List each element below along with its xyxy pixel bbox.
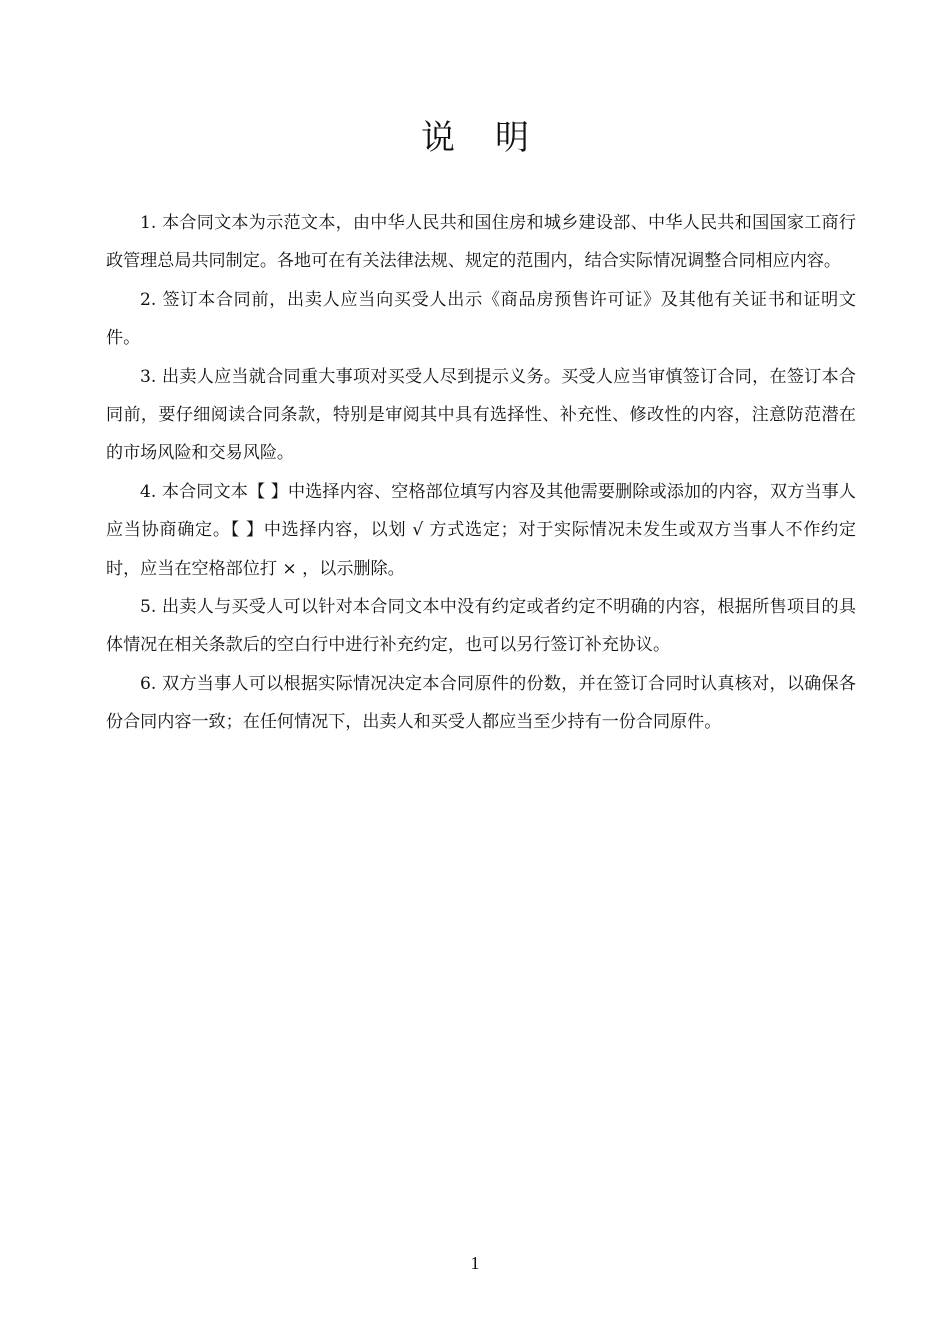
instruction-paragraph-4: 4. 本合同文本【 】中选择内容、空格部位填写内容及其他需要删除或添加的内容，双方当事人应当协商确定。【 】中选择内容，以划 √ 方式选定；对于实际情况未发生或双方当事人不作约定时，应当在空格部位打 × ，以示删除。 [106, 481, 856, 579]
instructions-body [106, 204, 856, 742]
page-number: 1 [470, 1253, 480, 1273]
instruction-paragraph-1: 1. 本合同文本为示范文本，由中华人民共和国住房和城乡建设部、中华人民共和国国家工商行政管理总局共同制定。各地可在有关法律法规、规定的范围内，结合实际情况调整合同相应内容。 [106, 213, 856, 272]
instruction-paragraph-3: 3. 出卖人应当就合同重大事项对买受人尽到提示义务。买受人应当审慎签订合同，在签订本合同前，要仔细阅读合同条款，特别是审阅其中具有选择性、补充性、修改性的内容，注意防范潜在的市场风险和交易风险。 [106, 366, 856, 464]
instruction-paragraph-6: 6. 双方当事人可以根据实际情况决定本合同原件的份数，并在签订合同时认真核对，以确保各份合同内容一致；在任何情况下，出卖人和买受人都应当至少持有一份合同原件。 [106, 673, 856, 733]
page-title: 说明 [421, 118, 569, 158]
instruction-paragraph-2: 2. 签订本合同前，出卖人应当向买受人出示《商品房预售许可证》及其他有关证书和证明文件。 [106, 289, 856, 349]
instruction-paragraph-5: 5. 出卖人与买受人可以针对本合同文本中没有约定或者约定不明确的内容，根据所售项目的具体情况在相关条款后的空白行中进行补充约定，也可以另行签订补充协议。 [106, 597, 856, 656]
